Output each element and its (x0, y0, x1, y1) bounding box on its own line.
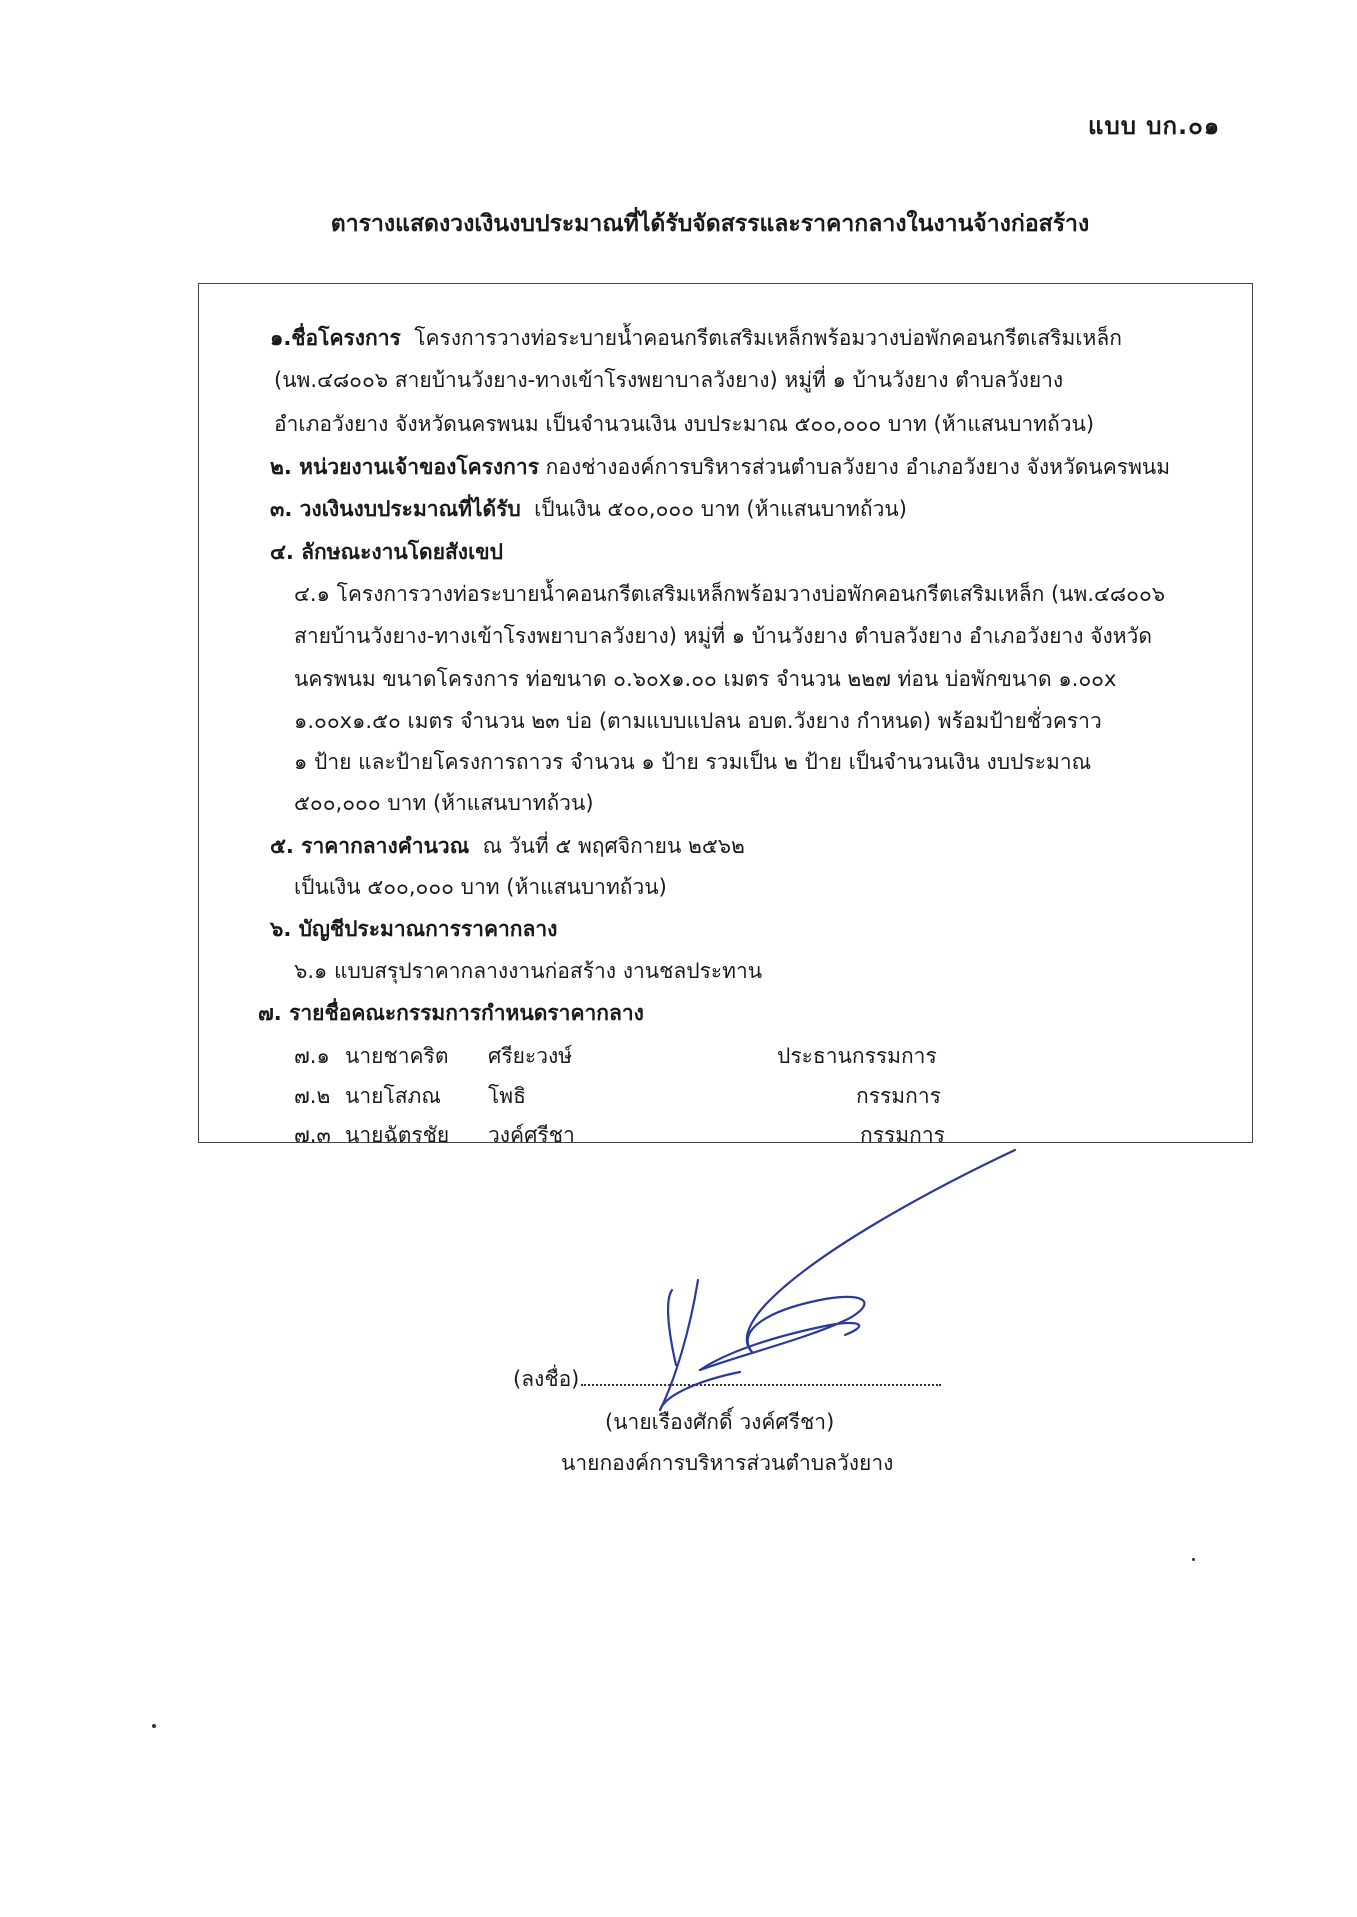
section-4-line: ๑ ป้าย และป้ายโครงการถาวร จำนวน ๑ ป้าย รวมเป็น ๒ ป้าย เป็นจำนวนเงิน งบประมาณ (294, 750, 1092, 774)
section-5-amount: เป็นเงิน ๕๐๐,๐๐๐ บาท (ห้าแสนบาทถ้วน) (294, 875, 667, 899)
section-4-line: นครพนม ขนาดโครงการ ท่อขนาด ๐.๖๐x๑.๐๐ เมตร จำนวน ๒๒๗ ท่อน บ่อพักขนาด ๑.๐๐x (294, 667, 1117, 691)
section-1-label: ๑.ชื่อโครงการ (270, 326, 401, 350)
committee-role: ประธานกรรมการ (777, 1044, 937, 1068)
committee-role: กรรมการ (860, 1123, 945, 1147)
signer-position: นายกองค์การบริหารส่วนตำบลวังยาง (561, 1451, 894, 1475)
section-5-date: ณ วันที่ ๕ พฤศจิกายน ๒๕๖๒ (482, 834, 745, 858)
section-6-label: ๖. บัญชีประมาณการราคากลาง (270, 917, 558, 941)
scan-speck (152, 1724, 156, 1728)
section-4-line: ๕๐๐,๐๐๐ บาท (ห้าแสนบาทถ้วน) (294, 791, 594, 815)
section-7-label: ๗. รายชื่อคณะกรรมการกำหนดราคากลาง (258, 1001, 644, 1025)
committee-number: ๗.๑ (294, 1044, 330, 1068)
committee-number: ๗.๓ (294, 1123, 331, 1147)
sign-label: (ลงชื่อ) (513, 1367, 580, 1391)
section-2-label: ๒. หน่วยงานเจ้าของโครงการ (270, 455, 539, 479)
section-2-text: กองช่างองค์การบริหารส่วนตำบลวังยาง อำเภอวังยาง จังหวัดนครพนม (545, 455, 1171, 479)
section-4-line: สายบ้านวังยาง-ทางเข้าโรงพยาบาลวังยาง) หมู่ที่ ๑ บ้านวังยาง ตำบลวังยาง อำเภอวังยาง จังหวัด (294, 624, 1152, 648)
section-4-label: ๔. ลักษณะงานโดยสังเขป (270, 540, 503, 564)
section-5-label: ๕. ราคากลางคำนวณ (270, 834, 470, 858)
section-6-item: ๖.๑ แบบสรุปราคากลางงานก่อสร้าง งานชลประทาน (294, 959, 763, 983)
committee-last-name: โพธิ (488, 1084, 526, 1108)
committee-number: ๗.๒ (294, 1084, 331, 1108)
section-4-line: ๑.๐๐x๑.๕๐ เมตร จำนวน ๒๓ บ่อ (ตามแบบแปลน อบต.วังยาง กำหนด) พร้อมป้ายชั่วคราว (294, 709, 1102, 733)
section-4-line: ๔.๑ โครงการวางท่อระบายน้ำคอนกรีตเสริมเหล็กพร้อมวางบ่อพักคอนกรีตเสริมเหล็ก (นพ.๔๘๐๐๖ (294, 582, 1166, 606)
signer-name: (นายเรืองศักดิ์ วงค์ศรีชา) (605, 1410, 835, 1434)
committee-first-name: นายฉัตรชัย (345, 1123, 450, 1147)
section-1-text: โครงการวางท่อระบายน้ำคอนกรีตเสริมเหล็กพร้อมวางบ่อพักคอนกรีตเสริมเหล็ก (414, 326, 1122, 350)
committee-first-name: นายชาคริต (345, 1044, 449, 1068)
committee-role: กรรมการ (856, 1084, 941, 1108)
form-code: แบบ บก.๐๑ (1088, 112, 1221, 140)
section-3-label: ๓. วงเงินงบประมาณที่ได้รับ (270, 497, 521, 521)
committee-last-name: ศรียะวงษ์ (488, 1044, 573, 1068)
scan-speck (1192, 1558, 1195, 1561)
section-3-text: เป็นเงิน ๕๐๐,๐๐๐ บาท (ห้าแสนบาทถ้วน) (534, 497, 907, 521)
section-1-line-3: อำเภอวังยาง จังหวัดนครพนม เป็นจำนวนเงิน งบประมาณ ๕๐๐,๐๐๐ บาท (ห้าแสนบาทถ้วน) (274, 412, 1095, 436)
section-1-line-2: (นพ.๔๘๐๐๖ สายบ้านวังยาง-ทางเข้าโรงพยาบาลวังยาง) หมู่ที่ ๑ บ้านวังยาง ตำบลวังยาง (274, 368, 1064, 392)
committee-last-name: วงค์ศรีชา (488, 1123, 575, 1147)
committee-first-name: นายโสภณ (345, 1084, 441, 1108)
document-title: ตารางแสดงวงเงินงบประมาณที่ได้รับจัดสรรและราคากลางในงานจ้างก่อสร้าง (330, 211, 1090, 237)
